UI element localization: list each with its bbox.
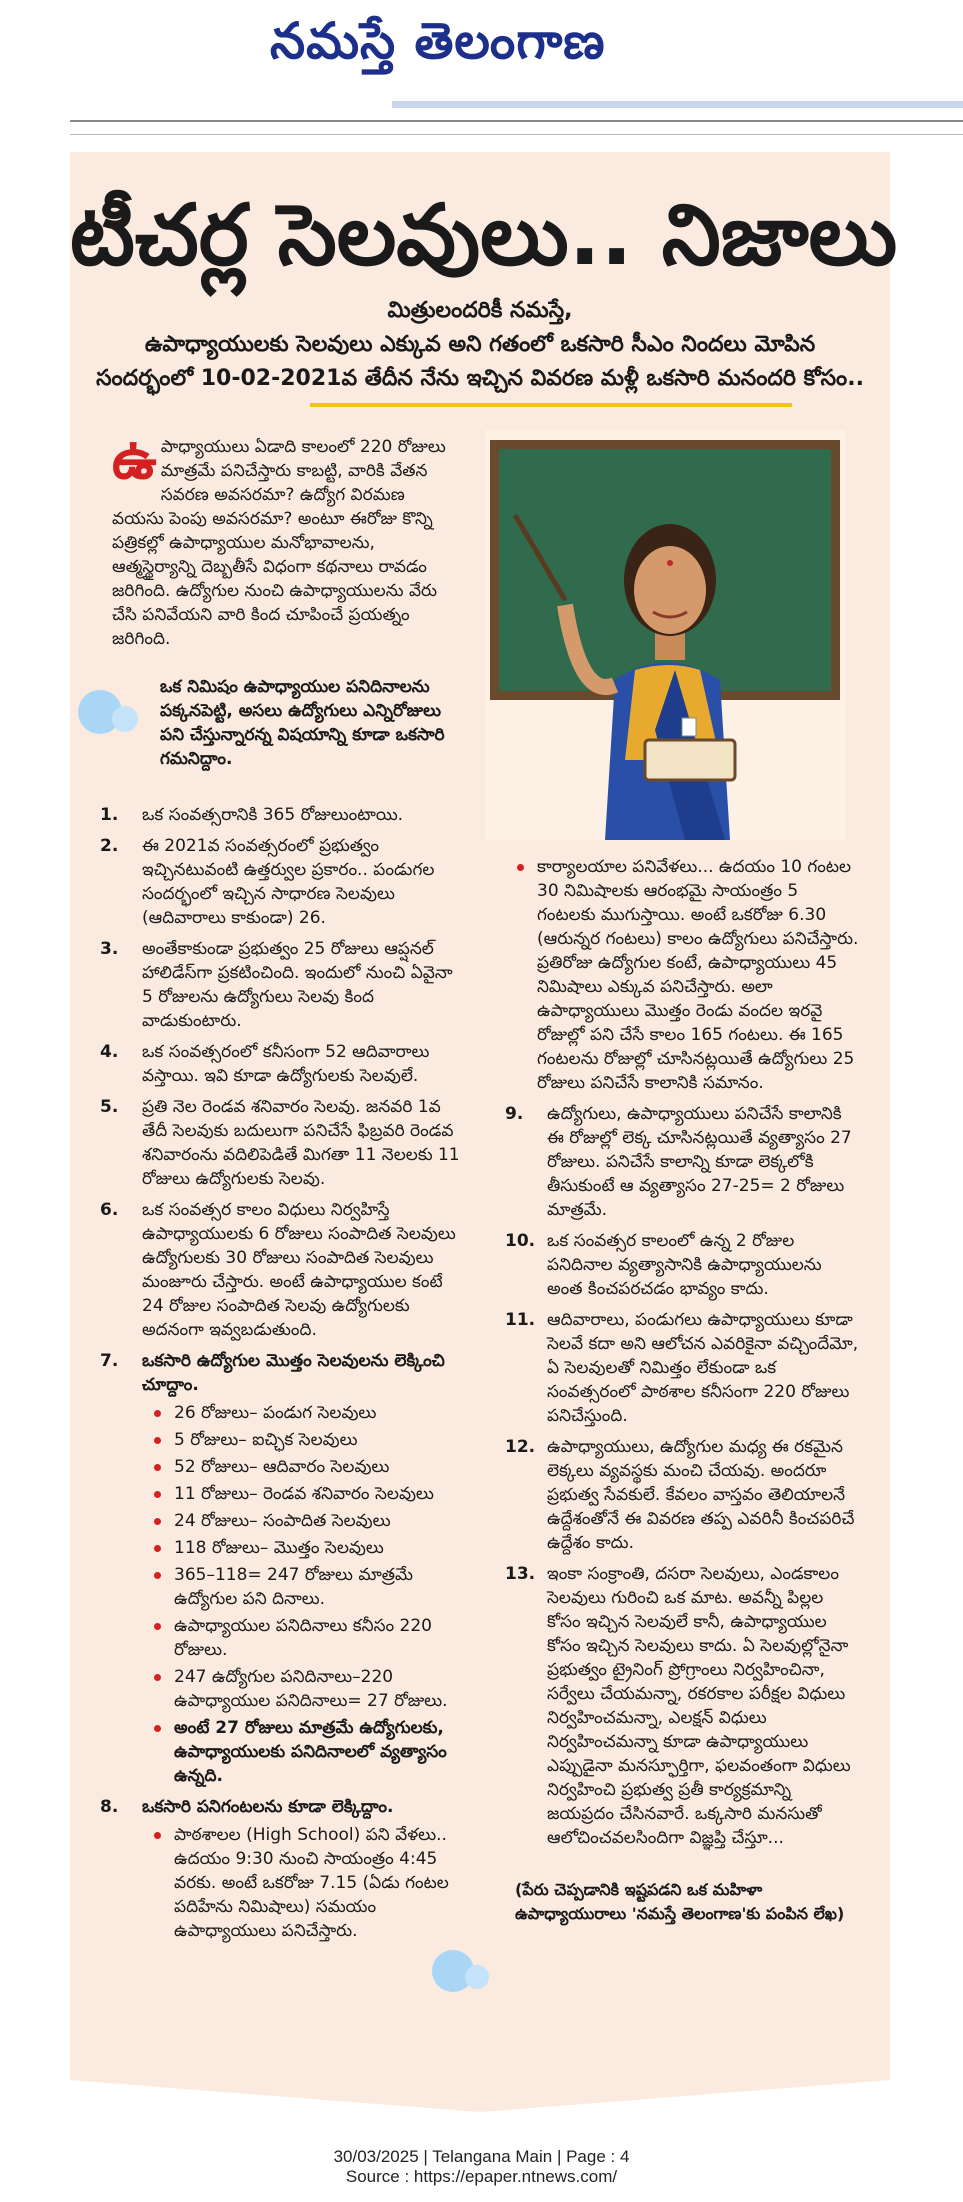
list-item: 3. అంతేకాకుండా ప్రభుత్వం 25 రోజులు ఆప్షనల్ హాలిడేస్‌గా ప్రకటించింది. ఇందులో నుంచి ఏవైనా 5 రోజులను ఉద్యోగులు సెలవు కింద వాడుకుంటారు.	[100, 939, 453, 1031]
bullet-item: 5 రోజులు– ఐచ్ఛిక సెలవులు	[142, 1428, 460, 1452]
bullet-item: 24 రోజులు– సంపాదిత సెలవులు	[142, 1509, 460, 1533]
list-item: 4. ఒక సంవత్సరంలో కనీసంగా 52 ఆదివారాలు వస్తాయి. ఇవి కూడా ఉద్యోగులకు సెలవులే.	[100, 1042, 430, 1086]
list-item: 8. ఒకసారి పనిగంటలను కూడా లెక్కిద్దాం. పాఠశాలల (High School) పని వేళలు.. ఉదయం 9:30 నుంచి సాయంత్రం 4:45 వరకు. అంటే ఒకరోజు 7.15 (ఏడు గంటల పదిహేను నిమిషాలు) సమయం ఉపాధ్యాయులు పనిచేస్తారు.	[100, 1795, 460, 1943]
list-item: 9. ఉద్యోగులు, ఉపాధ్యాయులు పనిచేసే కాలానికి ఈ రోజుల్లో లెక్క చూసినట్లయితే వ్యత్యాసం 27 రోజులు. పనిచేసే కాలాన్ని కూడా లెక్కలోకి తీసుకుంటే ఆ వ్యత్యాసం 27-25= 2 రోజులు మాత్రమే.	[505, 1104, 852, 1220]
intro-line: సందర్భంలో 10-02-2021వ తేదీన నేను ఇచ్చిన వివరణ మళ్లీ ఒకసారి మనందరి కోసం..	[96, 366, 864, 391]
masthead-divider	[70, 120, 963, 122]
list-item: 7. ఒకసారి ఉద్యోగుల మొత్తం సెలవులను లెక్కించి చూద్దాం. 26 రోజులు– పండుగ సెలవులు 5 రోజులు– ఐచ్ఛిక సెలవులు 52 రోజులు– ఆదివారం సెలవులు 11 రోజులు– రెండవ శనివారం సెలవులు 24 రోజులు– సంపాదిత సెలవులు 118 రోజులు– మొత్తం సెలవులు 365–118= 247 రోజులు మాత్రమే ఉద్యోగుల పని దినాలు. ఉపాధ్యాయుల పనిదినాలు కనీసం 220 రోజులు. 247 ఉద్యోగుల పనిదినాలు–220 ఉపాధ్యాయుల పనిదినాలు= 27 రోజులు. అంటే 27 రోజులు మాత్రమే ఉద్యోగులకు, ఉపాధ్యాయులకు పనిదినాలలో వ్యత్యాసం ఉన్నది.	[100, 1349, 460, 1788]
masthead	[0, 0, 963, 140]
bullet-item: 11 రోజులు– రెండవ శనివారం సెలవులు	[142, 1482, 460, 1506]
intro-greeting: మిత్రులందరికీ నమస్తే,	[387, 298, 573, 323]
speech-bubble-icon-small	[112, 706, 138, 732]
article-panel-tip	[70, 2080, 890, 2112]
bullet-item: 26 రోజులు– పండుగ సెలవులు	[142, 1401, 460, 1425]
bullet-item: 118 రోజులు– మొత్తం సెలవులు	[142, 1536, 460, 1560]
speech-bubble-icon-small	[465, 1965, 489, 1989]
masthead-divider-thin	[70, 134, 963, 135]
page-footer	[0, 2147, 963, 2187]
bullet-item: 52 రోజులు– ఆదివారం సెలవులు	[142, 1455, 460, 1479]
lead-text: పాధ్యాయులు ఏడాది కాలంలో 220 రోజులు మాత్రమే పనిచేస్తారు కాబట్టి, వారికి వేతన సవరణ అవసరమా? ఉద్యోగ విరమణ వయసు పెంపు అవసరమా? అంటూ ఈరోజు కొన్ని పత్రికల్లో ఉపాధ్యాయుల మనోభావాలను, ఆత్మస్థైర్యాన్ని దెబ్బతీసే విధంగా కథనాలు రావడం జరిగింది. ఉద్యోగుల నుంచి ఉపాధ్యాయులను వేరు చేసి పనివేయని వారి కింద చూపించే ప్రయత్నం జరిగింది.	[112, 437, 446, 649]
pull-quote: ఒక నిమిషం ఉపాధ్యాయుల పనిదినాలను పక్కనపెట్టి, అసలు ఉద్యోగులు ఎన్నిరోజులు పని చేస్తున్నారన్న విషయాన్ని కూడా ఒకసారి గమనిద్దాం.	[160, 677, 445, 769]
masthead-band	[392, 101, 963, 108]
list-item: 1. ఒక సంవత్సరానికి 365 రోజులుంటాయి.	[100, 805, 404, 825]
article-headline: టీచర్ల సెలవులు.. నిజాలు	[70, 186, 898, 284]
bullet-item: కార్యాలయాల పనివేళలు... ఉదయం 10 గంటల 30 నిమిషాలకు ఆరంభమై సాయంత్రం 5 గంటలకు ముగుస్తాయి. అంటే ఒకరోజు 6.30 (ఆరున్నర గంటలు) కాలం ఉద్యోగులు పనిచేస్తారు. ప్రతిరోజు ఉద్యోగుల కంటే, ఉపాధ్యాయులు 45 నిమిషాలు ఎక్కువ పనిచేస్తారు. అలా ఉపాధ్యాయులు మొత్తం రెండు వందల ఇరవై రోజుల్లో పని చేసే కాలం 165 గంటలు. ఈ 165 గంటలను రోజుల్లో చూసినట్లయితే ఉద్యోగులు 25 రోజులు పనిచేసే కాలానికి సమానం.	[505, 855, 860, 1095]
list-item: 6. ఒక సంవత్సర కాలం విధులు నిర్వహిస్తే ఉపాధ్యాయులకు 6 రోజులు సంపాదిత సెలవులు ఉద్యోగులకు 30 రోజులు సంపాదిత సెలవులు మంజూరు చేస్తారు. అంటే ఉపాధ్యాయుల కంటే 24 రోజుల సంపాదిత సెలవు ఉద్యోగులకు అదనంగా ఇవ్వబడుతుంది.	[100, 1200, 456, 1340]
masthead-title: నమస్తే తెలంగాణ	[270, 12, 606, 70]
footer-source: Source : https://epaper.ntnews.com/	[345, 2167, 618, 2186]
left-column	[100, 803, 460, 1950]
bullet-item: 247 ఉద్యోగుల పనిదినాలు–220 ఉపాధ్యాయుల పనిదినాలు= 27 రోజులు.	[142, 1665, 460, 1713]
lead-paragraph	[112, 427, 448, 651]
list-item: 11. ఆదివారాలు, పండుగలు ఉపాధ్యాయులు కూడా సెలవే కదా అని ఆలోచన ఎవరికైనా వచ్చిందేమో, ఏ సెలవులతో నిమిత్తం లేకుండా ఒక సంవత్సరంలో పాఠశాల కనీసంగా 220 రోజులు పనిచేస్తుంది.	[505, 1310, 859, 1426]
footer-edition: 30/03/2025 | Telangana Main | Page : 4	[333, 2147, 630, 2166]
bullet-item: అంటే 27 రోజులు మాత్రమే ఉద్యోగులకు, ఉపాధ్యాయులకు పనిదినాలలో వ్యత్యాసం ఉన్నది.	[142, 1716, 460, 1788]
list-item: 13. ఇంకా సంక్రాంతి, దసరా సెలవులు, ఎండకాలం సెలవులు గురించి ఒక మాట. అవన్నీ పిల్లల కోసం ఇచ్చిన సెలవులే కానీ, ఉపాధ్యాయుల కోసం ఇచ్చిన సెలవులు కాదు. ఏ సెలవుల్లోనైనా ప్రభుత్వం ట్రైనింగ్ ప్రోగ్రాంలు నిర్వహించినా, సర్వేలు చేయమన్నా, రకరకాల పరీక్షల విధులు నిర్వహించమన్నా, ఎలక్షన్ విధులు నిర్వహించమన్నా కూడా ఉపాధ్యాయులు ఎప్పుడైనా మనస్ఫూర్తిగా, ఫలవంతంగా విధులు నిర్వహించి ప్రభుత్వ ప్రతీ కార్యక్రమాన్ని జయప్రదం చేసినవారే. ఒక్కసారి మనసుతో ఆలోచించవలసిందిగా విజ్ఞప్తి చేస్తూ...	[505, 1564, 851, 1848]
letter-credit: (పేరు చెప్పడానికి ఇష్టపడని ఒక మహిళా ఉపాధ్యాయురాలు 'నమస్తే తెలంగాణ'కు పంపిన లేఖ)	[515, 1880, 845, 1923]
intro-underline	[310, 403, 792, 407]
teacher-illustration	[485, 430, 845, 840]
right-column	[505, 855, 860, 1857]
list-item: 2. ఈ 2021వ సంవత్సరంలో ప్రభుత్వం ఇచ్చినటువంటి ఉత్తర్వుల ప్రకారం.. పండుగల సందర్భంలో ఇచ్చిన సాధారణ సెలవులు (ఆదివారాలు కాకుండా) 26.	[100, 836, 435, 928]
list-item: 12. ఉపాధ్యాయులు, ఉద్యోగుల మధ్య ఈ రకమైన లెక్కలు వ్యవస్థకు మంచి చేయవు. అందరూ ప్రభుత్వ సేవకులే. కేవలం వాస్తవం తెలియాలనే ఉద్దేశంతోనే ఈ వివరణ తప్ప ఎవరినీ కించపరిచే ఉద్దేశం కాదు.	[505, 1437, 855, 1553]
list-item: 10. ఒక సంవత్సర కాలంలో ఉన్న 2 రోజుల పనిదినాల వ్యత్యాసానికి ఉపాధ్యాయులను అంత కించపరచడం భావ్యం కాదు.	[505, 1231, 822, 1299]
drop-cap: ఉ	[112, 427, 157, 492]
bullet-item: 365–118= 247 రోజులు మాత్రమే ఉద్యోగుల పని దినాలు.	[142, 1563, 460, 1611]
intro-line: ఉపాధ్యాయులకు సెలవులు ఎక్కువ అని గతంలో ఒకసారి సీఎం నిందలు మోపిన	[144, 332, 816, 357]
bullet-item: ఉపాధ్యాయుల పనిదినాలు కనీసం 220 రోజులు.	[142, 1614, 460, 1662]
bullet-item: పాఠశాలల (High School) పని వేళలు.. ఉదయం 9:30 నుంచి సాయంత్రం 4:45 వరకు. అంటే ఒకరోజు 7.15 (ఏడు గంటల పదిహేను నిమిషాలు) సమయం ఉపాధ్యాయులు పనిచేస్తారు.	[142, 1823, 460, 1943]
list-item: 5. ప్రతి నెల రెండవ శనివారం సెలవు. జనవరి 1వ తేదీ సెలవుకు బదులుగా పనిచేసే ఫిబ్రవరి రెండవ శనివారంను వదిలిపెడితే మిగతా 11 నెలలకు 11 రోజులు ఉద్యోగులకు సెలవు.	[100, 1097, 460, 1189]
